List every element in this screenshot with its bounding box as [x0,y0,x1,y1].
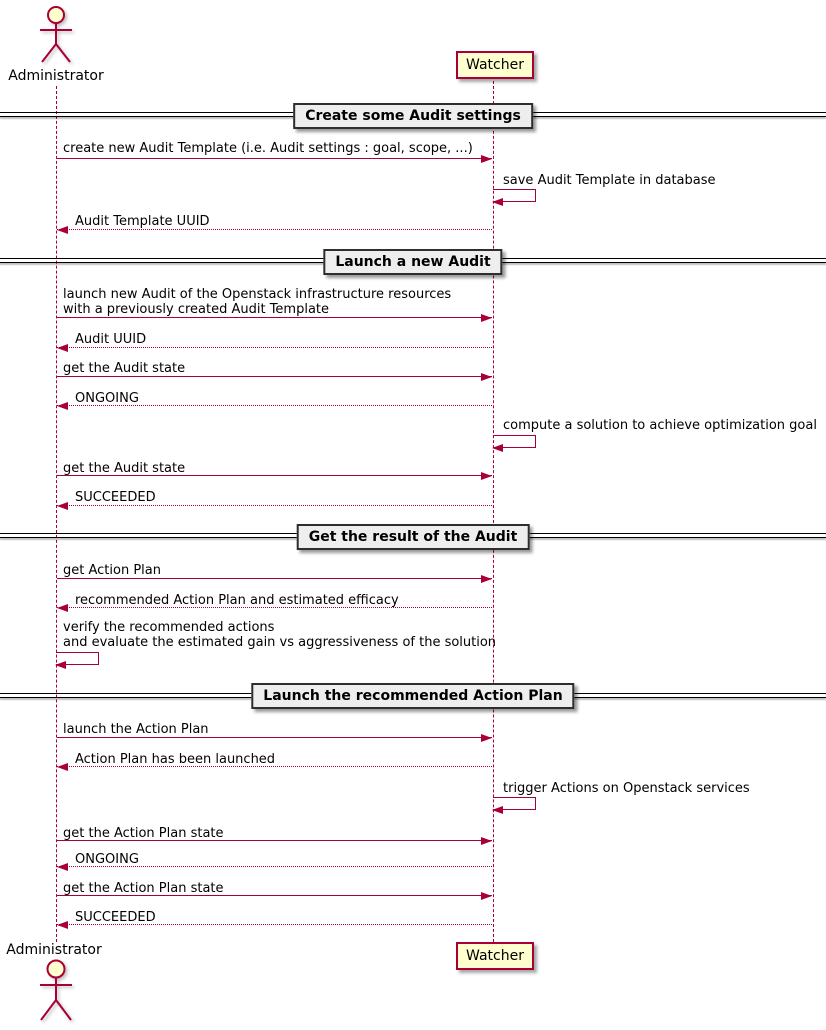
return-arrow [57,766,492,767]
message-arrow [57,376,492,377]
administrator-actor-icon [32,5,80,67]
return-message-label: Audit UUID [75,332,147,347]
message-arrow [57,840,492,841]
return-message-label: recommended Action Plan and estimated efficacy [75,593,399,608]
message-arrow [57,737,492,738]
self-message-label [63,620,496,650]
administrator-lifeline [56,86,57,942]
divider-create-audit-settings: Create some Audit settings [293,103,533,129]
divider-launch-action-plan: Launch the recommended Action Plan [251,683,574,709]
self-message-label: compute a solution to achieve optimization goal [503,418,817,433]
return-arrow [57,505,492,506]
message-line: and evaluate the estimated gain vs aggressiveness of the solution [63,635,497,650]
message-arrow [57,317,492,318]
administrator-actor-icon [32,958,80,1026]
message-arrow [57,578,492,579]
self-message-label: trigger Actions on Openstack services [503,781,750,796]
message-arrow [57,158,492,159]
return-arrow [57,347,492,348]
message-label: launch the Action Plan [63,722,209,737]
self-message-arrow [56,652,99,665]
self-message-arrow [493,435,536,448]
divider-get-audit-result: Get the result of the Audit [297,524,530,550]
self-message-label: save Audit Template in database [503,173,716,188]
message-line: verify the recommended actions [63,620,275,635]
return-arrow [57,866,492,867]
administrator-label-bottom: Administrator [6,942,102,958]
message-label: get the Action Plan state [63,881,224,896]
message-label: get Action Plan [63,563,161,578]
return-message-label: ONGOING [75,391,139,406]
return-arrow [57,607,492,608]
self-message-arrow [493,189,536,202]
message-label: get the Action Plan state [63,826,224,841]
return-arrow [57,229,492,230]
return-arrow [57,924,492,925]
message-label: get the Audit state [63,461,186,476]
watcher-participant-top: Watcher [456,51,534,79]
watcher-participant-bottom: Watcher [456,942,534,970]
message-label: create new Audit Template (i.e. Audit settings : goal, scope, ...) [63,141,473,156]
divider-launch-new-audit: Launch a new Audit [323,249,502,275]
return-message-label: Action Plan has been launched [75,752,276,767]
return-message-label: SUCCEEDED [75,490,156,505]
message-arrow [57,475,492,476]
message-arrow [57,895,492,896]
message-line: with a previously created Audit Template [63,302,330,317]
message-label [63,287,451,317]
administrator-label-top: Administrator [8,68,104,84]
return-message-label: Audit Template UUID [75,214,210,229]
message-label: get the Audit state [63,361,186,376]
return-arrow [57,405,492,406]
return-message-label: ONGOING [75,852,139,867]
return-message-label: SUCCEEDED [75,910,156,925]
message-line: launch new Audit of the Openstack infrastructure resources [63,287,452,302]
self-message-arrow [493,797,536,810]
